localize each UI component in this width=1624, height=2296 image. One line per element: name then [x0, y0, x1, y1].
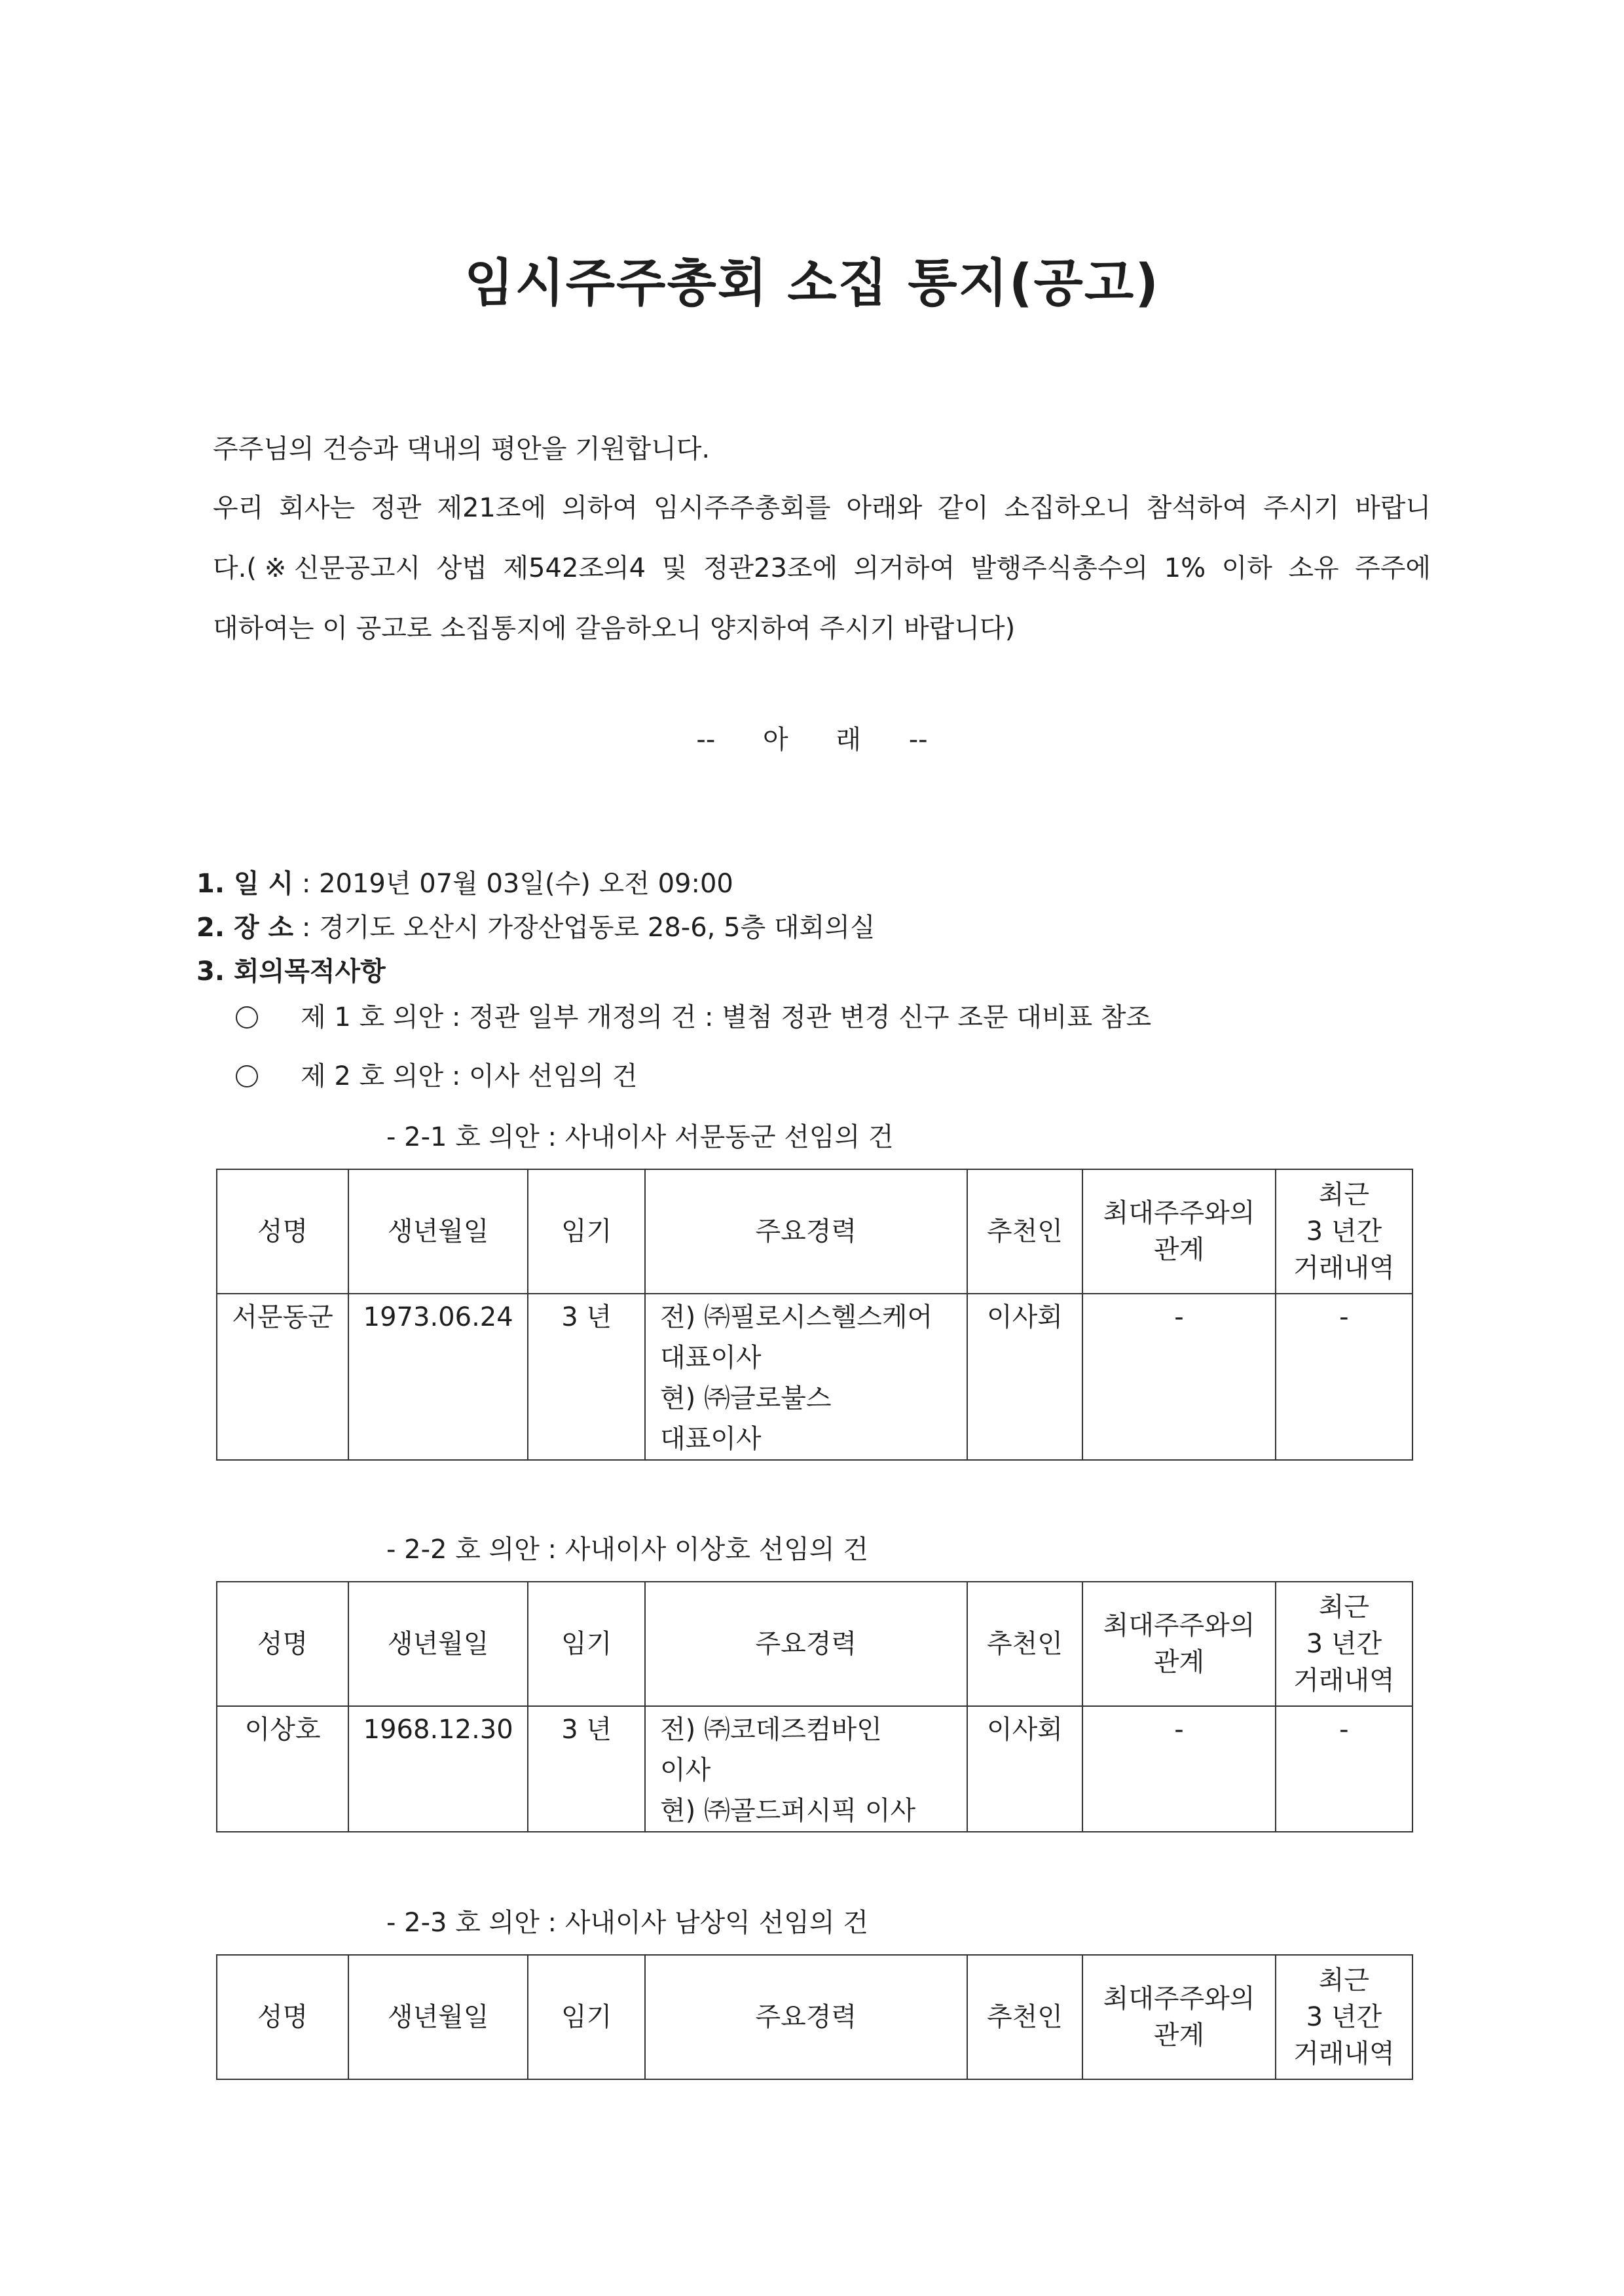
cell-name: 이상호	[217, 1706, 348, 1832]
notice-paragraph	[213, 491, 1431, 672]
header-relation: 최대주주와의 관계	[1082, 1169, 1276, 1294]
cell-relation: -	[1082, 1706, 1276, 1832]
meeting-place-value: : 경기도 오산시 가장산업동로 28-6, 5층 대회의실	[301, 913, 876, 943]
notice-line: 다.(※신문공고시 상법 제542조의4 및 정관23조에 의거하여 발행주식총수의 1% 이하 소유 주주에	[213, 553, 1431, 583]
sub-agenda-heading: - 2-2 호 의안 : 사내이사 이상호 선임의 건	[386, 1535, 868, 1565]
candidate-table	[216, 1954, 1413, 2080]
header-recommender: 추천인	[967, 1955, 1083, 2079]
cell-career: 전) ㈜코데즈컴바인 이사 현) ㈜골드퍼시픽 이사	[645, 1706, 967, 1832]
agenda-heading	[196, 951, 386, 988]
agenda-item-2	[236, 1055, 637, 1093]
header-birth: 생년월일	[348, 1955, 528, 2079]
header-career: 주요경력	[645, 1582, 967, 1706]
header-trade: 최근 3 년간 거래내역	[1276, 1582, 1412, 1706]
circle-bullet-icon	[236, 1065, 258, 1087]
notice-line: 우리 회사는 정관 제21조에 의하여 임시주주총회를 아래와 같이 소집하오니 참석하여 주시기 바랍니	[213, 493, 1431, 523]
header-name: 성명	[217, 1169, 348, 1294]
cell-recommender: 이사회	[967, 1294, 1083, 1460]
header-recommender: 추천인	[967, 1169, 1083, 1294]
notice-line: 대하여는 이 공고로 소집통지에 갈음하오니 양지하여 주시기 바랍니다)	[213, 613, 1016, 644]
circle-bullet-icon	[236, 1006, 258, 1029]
candidate-table	[216, 1169, 1413, 1461]
header-term: 임기	[528, 1169, 645, 1294]
meeting-date-value: : 2019년 07월 03일(수) 오전 09:00	[301, 869, 733, 899]
cell-birth: 1968.12.30	[348, 1706, 528, 1832]
cell-term: 3 년	[528, 1294, 645, 1460]
header-relation: 최대주주와의 관계	[1082, 1582, 1276, 1706]
header-term: 임기	[528, 1582, 645, 1706]
meeting-place-label: 2. 장 소	[196, 913, 294, 943]
table-header-row	[217, 1582, 1412, 1706]
cell-name: 서문동군	[217, 1294, 348, 1460]
greeting-paragraph	[213, 432, 1431, 492]
meeting-date-label: 1. 일 시	[196, 869, 294, 899]
cell-birth: 1973.06.24	[348, 1294, 528, 1460]
sub-agenda-heading: - 2-3 호 의안 : 사내이사 남상익 선임의 건	[386, 1908, 868, 1938]
header-term: 임기	[528, 1955, 645, 2079]
section-separator: -- 아 래 --	[696, 725, 928, 755]
table-row	[217, 1294, 1412, 1460]
table-header-row	[217, 1169, 1412, 1294]
cell-career: 전) ㈜필로시스헬스케어 대표이사 현) ㈜글로불스 대표이사	[645, 1294, 967, 1460]
table-header-row	[217, 1955, 1412, 2079]
header-name: 성명	[217, 1955, 348, 2079]
agenda-item-text: 제 2 호 의안 : 이사 선임의 건	[301, 1061, 638, 1091]
header-career: 주요경력	[645, 1169, 967, 1294]
table-row	[217, 1706, 1412, 1832]
header-career: 주요경력	[645, 1955, 967, 2079]
agenda-heading-label: 3. 회의목적사항	[196, 957, 386, 987]
header-relation: 최대주주와의 관계	[1082, 1955, 1276, 2079]
greeting-line: 주주님의 건승과 댁내의 평안을 기원합니다.	[213, 434, 710, 464]
candidate-table	[216, 1581, 1413, 1832]
document-title: 임시주주총회 소집 통지(공고)	[464, 254, 1160, 313]
meeting-place	[196, 907, 875, 944]
cell-relation: -	[1082, 1294, 1276, 1460]
agenda-item-1	[236, 996, 1151, 1034]
cell-recommender: 이사회	[967, 1706, 1083, 1832]
header-recommender: 추천인	[967, 1582, 1083, 1706]
header-name: 성명	[217, 1582, 348, 1706]
header-birth: 생년월일	[348, 1582, 528, 1706]
cell-term: 3 년	[528, 1706, 645, 1832]
header-trade: 최근 3 년간 거래내역	[1276, 1169, 1412, 1294]
header-birth: 생년월일	[348, 1169, 528, 1294]
cell-trade: -	[1276, 1706, 1412, 1832]
meeting-date	[196, 863, 733, 900]
sub-agenda-heading: - 2-1 호 의안 : 사내이사 서문동군 선임의 건	[386, 1122, 894, 1152]
cell-trade: -	[1276, 1294, 1412, 1460]
agenda-item-text: 제 1 호 의안 : 정관 일부 개정의 건 : 별첨 정관 변경 신구 조문 대비표 참조	[301, 1002, 1152, 1032]
header-trade: 최근 3 년간 거래내역	[1276, 1955, 1412, 2079]
